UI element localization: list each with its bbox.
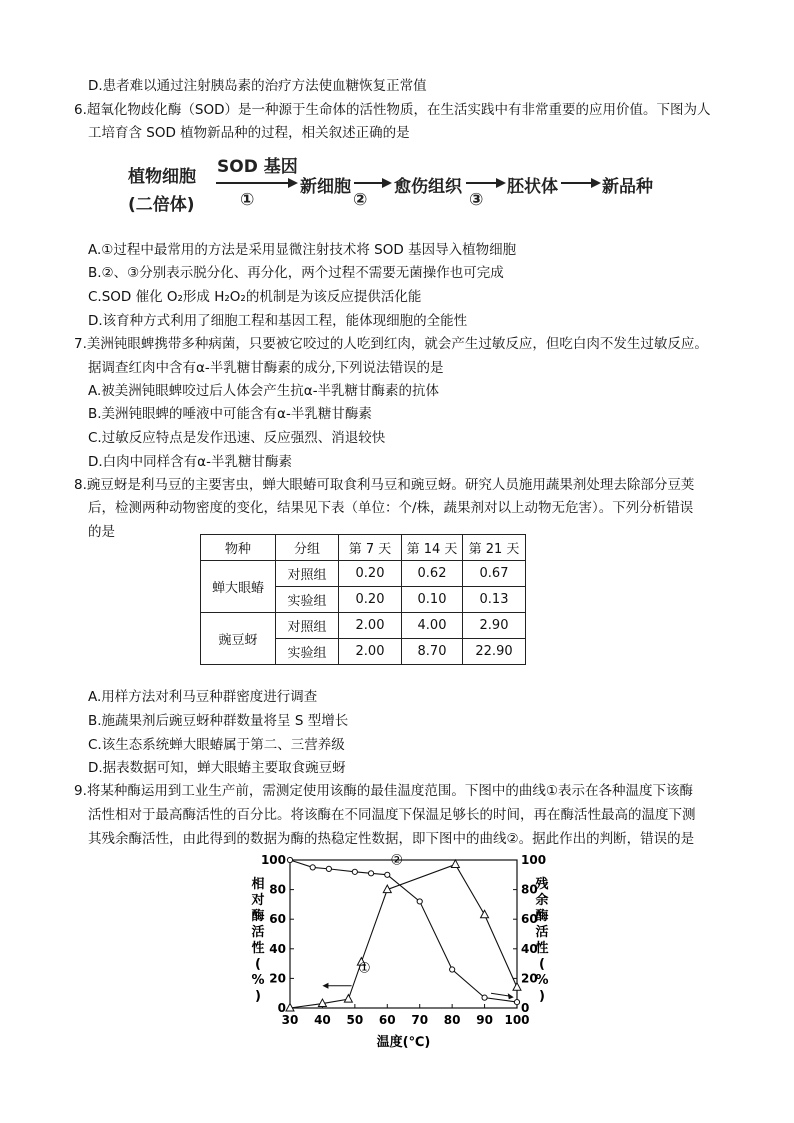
series-1-label: ①: [358, 960, 371, 977]
series-line-2: [290, 860, 517, 1002]
svg-text:活: 活: [251, 925, 265, 940]
q9-stem-line3: 其残余酶活性，由此得到的数据为酶的热稳定性数据，即下图中的曲线②。据此作出的判断，错误的是: [88, 831, 695, 847]
q7-option-c: C.过敏反应特点是发作迅速、反应强烈、消退较快: [88, 430, 386, 446]
svg-text:): ): [539, 989, 545, 1004]
svg-text:%: %: [251, 973, 265, 988]
svg-text:(: (: [539, 957, 545, 972]
flow-step-1: ①: [240, 190, 255, 210]
svg-text:酶: 酶: [251, 909, 265, 924]
series-1-point: [344, 995, 352, 1003]
x-tick-label: 90: [476, 1013, 493, 1027]
q6-option-a: A.①过程中最常用的方法是采用显微注射技术将 SOD 基因导入植物细胞: [88, 242, 517, 258]
value-cell: 22.90: [463, 639, 526, 665]
svg-text:相: 相: [251, 877, 265, 892]
x-tick-label: 30: [281, 1013, 299, 1027]
flow-new-variety: 新品种: [602, 177, 653, 197]
enzyme-activity-chart: [240, 850, 560, 1055]
flow-diploid: (二倍体): [128, 195, 195, 215]
right-axis-arrow: [491, 993, 510, 996]
q5-option-d: D.患者难以通过注射胰岛素的治疗方法使血糖恢复正常值: [88, 78, 427, 94]
table-row: [201, 561, 526, 587]
flow-arrow-3: [466, 177, 506, 189]
y-tick-label-left: 20: [269, 971, 286, 986]
series-2-point: [417, 899, 422, 904]
density-table: [200, 534, 526, 665]
series-2-point: [385, 872, 390, 877]
q8-option-a: A.用样方法对利马豆种群密度进行调查: [88, 689, 318, 705]
q6-stem-line1: 6.超氧化物歧化酶（SOD）是一种源于生命体的活性物质，在生活实践中有非常重要的应用价值。下图为人: [74, 102, 711, 118]
breeding-flow-diagram: [128, 152, 668, 222]
header-day14: 第 14 天: [402, 535, 463, 561]
x-tick-label: 60: [378, 1013, 396, 1027]
q9-stem-line1: 9.将某种酶运用到工业生产前，需测定使用该酶的最佳温度范围。下图中的曲线①表示在各种温度下该酶: [74, 783, 693, 799]
q8-option-d: D.据表数据可知，蝉大眼蝽主要取食豌豆蚜: [88, 760, 346, 776]
q7-stem-line2: 据调查红肉中含有α-半乳糖甘酶素的成分,下列说法错误的是: [88, 360, 444, 376]
q8-option-b: B.施蔬果剂后豌豆蚜种群数量将呈 S 型增长: [88, 713, 349, 729]
svg-text:(: (: [255, 957, 261, 972]
x-tick-label: 70: [411, 1013, 429, 1027]
y-axis-label-left: [250, 876, 264, 1004]
flow-arrow-4: [561, 177, 601, 189]
group-cell: 实验组: [276, 587, 339, 613]
left-axis-arrowhead: [322, 983, 328, 989]
flow-arrow-2: [354, 177, 392, 189]
x-tick-label: 100: [504, 1013, 530, 1027]
svg-text:%: %: [535, 973, 549, 988]
svg-text:对: 对: [251, 893, 265, 908]
x-tick-label: 40: [314, 1013, 331, 1027]
svg-text:活: 活: [535, 925, 549, 940]
x-tick-label: 50: [346, 1013, 364, 1027]
q7-stem-line1: 7.美洲钝眼蜱携带多种病菌，只要被它咬过的人吃到红肉，就会产生过敏反应，但吃白肉不发生过敏反应。: [74, 336, 708, 352]
q6-stem-line2: 工培育含 SOD 植物新品种的过程，相关叙述正确的是: [88, 125, 410, 141]
value-cell: 0.10: [402, 587, 463, 613]
flow-sod-gene: SOD 基因: [217, 157, 298, 177]
y-tick-label-left: 80: [269, 882, 286, 897]
species-cell: 豌豆蚜: [201, 613, 276, 665]
y-tick-label-left: 60: [269, 912, 286, 927]
series-1-point: [451, 860, 459, 868]
series-2-point: [287, 857, 292, 862]
q7-option-a: A.被美洲钝眼蜱咬过后人体会产生抗α-半乳糖甘酶素的抗体: [88, 383, 440, 399]
svg-text:性: 性: [535, 941, 549, 956]
value-cell: 2.00: [339, 639, 402, 665]
header-day7: 第 7 天: [339, 535, 402, 561]
y-tick-label-right: 0: [521, 1001, 530, 1015]
svg-text:性: 性: [251, 941, 265, 956]
q9-stem-line2: 活性相对于最高酶活性的百分比。将该酶在不同温度下保温足够长的时间，再在酶活性最高的温度下测: [88, 807, 696, 823]
header-species: 物种: [201, 535, 276, 561]
group-cell: 实验组: [276, 639, 339, 665]
flow-callus: 愈伤组织: [394, 177, 462, 197]
svg-text:余: 余: [535, 893, 549, 908]
x-axis-label: 温度(℃): [376, 1035, 431, 1050]
svg-text:酶: 酶: [535, 909, 549, 924]
x-tick-label: 80: [443, 1013, 461, 1027]
series-2-point: [310, 865, 315, 870]
y-tick-label-right: 100: [521, 853, 547, 867]
header-group: 分组: [276, 535, 339, 561]
series-2-point: [482, 995, 487, 1000]
q6-option-b: B.②、③分别表示脱分化、再分化，两个过程不需要无菌操作也可完成: [88, 265, 504, 281]
y-tick-label-left: 100: [260, 853, 286, 867]
value-cell: 0.62: [402, 561, 463, 587]
species-cell: 蝉大眼蝽: [201, 561, 276, 613]
value-cell: 2.00: [339, 613, 402, 639]
series-1-point: [481, 910, 489, 918]
y-tick-label-left: 0: [277, 1001, 286, 1015]
flow-new-cell: 新细胞: [300, 177, 351, 197]
y-tick-label-left: 40: [269, 941, 286, 956]
value-cell: 4.00: [402, 613, 463, 639]
header-day21: 第 21 天: [463, 535, 526, 561]
flow-plant-cell: 植物细胞: [128, 167, 196, 187]
q8-stem-line3: 的是: [88, 524, 115, 540]
flow-embryoid: 胚状体: [507, 177, 558, 197]
y-axis-label-right: [534, 876, 549, 1004]
value-cell: 0.13: [463, 587, 526, 613]
value-cell: 0.67: [463, 561, 526, 587]
flow-step-3: ③: [469, 190, 484, 210]
q8-stem-line2: 后，检测两种动物密度的变化，结果见下表（单位：个/株，蔬果剂对以上动物无危害）。下列分析错误: [88, 500, 694, 516]
q7-option-d: D.白肉中同样含有α-半乳糖甘酶素: [88, 454, 292, 470]
value-cell: 0.20: [339, 561, 402, 587]
q7-option-b: B.美洲钝眼蜱的唾液中可能含有α-半乳糖甘酶素: [88, 406, 372, 422]
svg-text:): ): [255, 989, 261, 1004]
value-cell: 0.20: [339, 587, 402, 613]
y-tick-label-right: 20: [521, 971, 538, 986]
q6-option-c: C.SOD 催化 O₂形成 H₂O₂的机制是为该反应提供活化能: [88, 289, 422, 305]
flow-step-2: ②: [353, 190, 368, 210]
table-header-row: [201, 535, 526, 561]
value-cell: 2.90: [463, 613, 526, 639]
svg-text:残: 残: [535, 877, 549, 892]
y-tick-label-right: 80: [521, 882, 538, 897]
flow-arrow-1: [216, 177, 298, 189]
y-tick-label-right: 60: [521, 912, 538, 927]
series-2-point: [450, 967, 455, 972]
q8-option-c: C.该生态系统蝉大眼蝽属于第二、三营养级: [88, 737, 345, 753]
table-row: [201, 613, 526, 639]
value-cell: 8.70: [402, 639, 463, 665]
series-2-point: [352, 869, 357, 874]
right-axis-arrowhead: [508, 993, 514, 999]
group-cell: 对照组: [276, 561, 339, 587]
series-2-point: [368, 871, 373, 876]
q6-option-d: D.该育种方式利用了细胞工程和基因工程，能体现细胞的全能性: [88, 313, 468, 329]
series-2-point: [514, 999, 519, 1004]
q8-stem-line1: 8.豌豆蚜是利马豆的主要害虫，蝉大眼蝽可取食利马豆和豌豆蚜。研究人员施用蔬果剂处理去除部分豆荚: [74, 477, 695, 493]
group-cell: 对照组: [276, 613, 339, 639]
y-tick-label-right: 40: [521, 941, 538, 956]
series-1-point: [513, 983, 521, 991]
series-2-point: [326, 866, 331, 871]
series-2-label: ②: [390, 852, 404, 869]
